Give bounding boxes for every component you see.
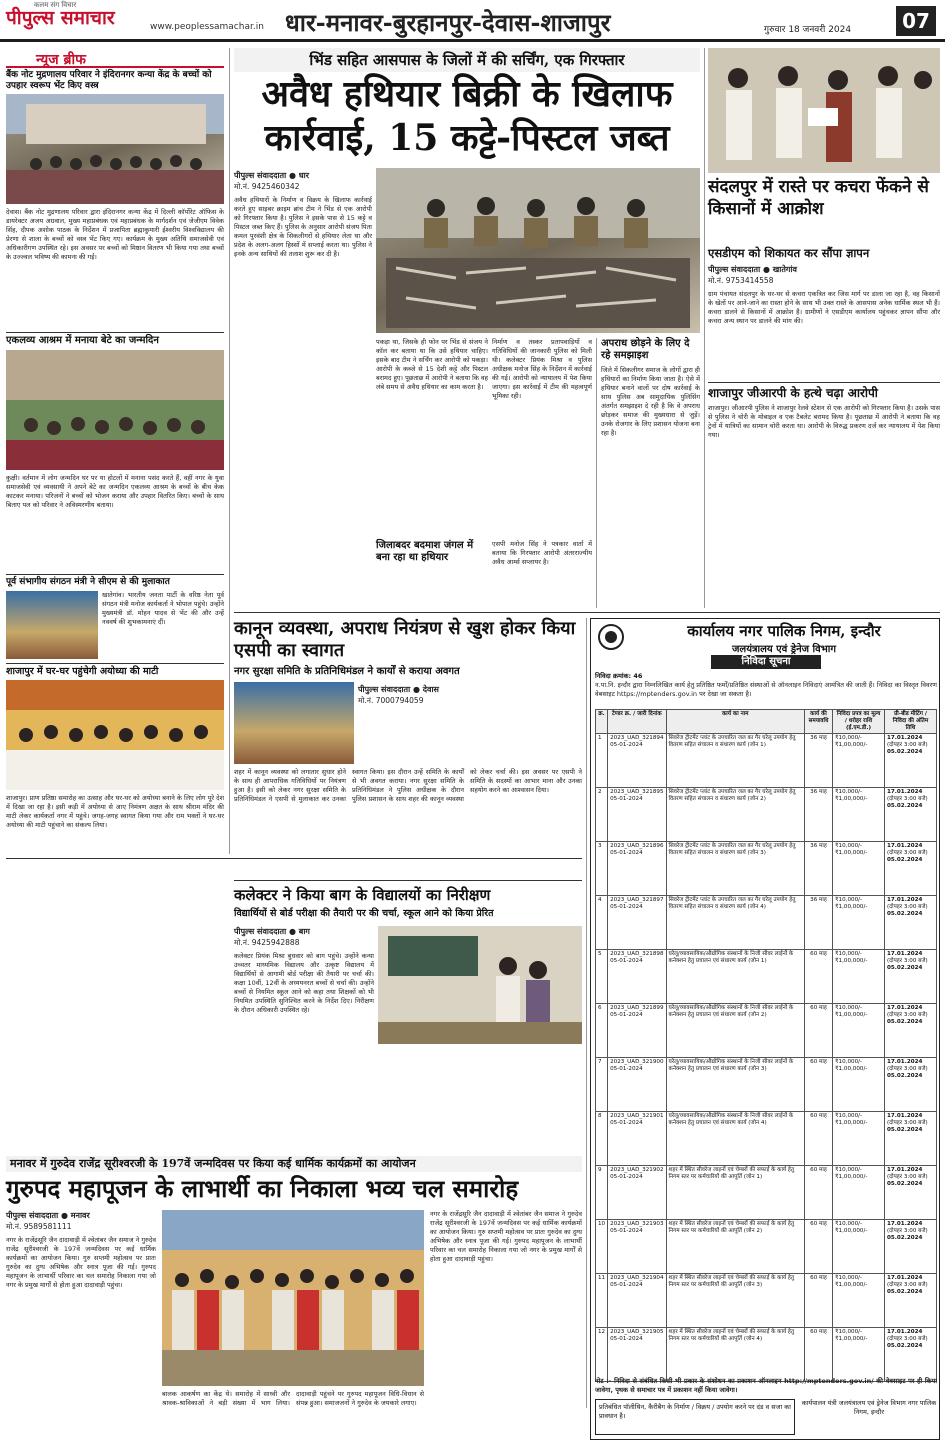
tender-last-date: 05.02.2024 [887, 803, 923, 809]
tender-row [596, 842, 937, 896]
tender-row-no: 2 [596, 788, 608, 842]
tender-fee: ₹10,000/- [835, 1113, 863, 1119]
collector-phone-text: मो.नं. 9425942888 [234, 938, 300, 947]
tender-notice [590, 618, 940, 1440]
bottom-photo [162, 1210, 424, 1386]
right-sub2-body: शाजापुर। जीआरपी पुलिस ने शाजापुर रेलवे स्टेशन से एक आरोपी को गिरफ्तार किया है। उसके पास से पुलिस ने चोरी के मोबाइल व एक टैबलेट बरामद किया है। पूछताछ में आरोपी ने बताया कि वह ट्रेनों में यात्रियों का सामान चोरी करता था। आरोपी के विरुद्ध प्रकरण दर्ज कर न्यायालय में पेश किया गया। [708, 404, 940, 439]
tender-row-fee [833, 1112, 885, 1166]
tender-time-note: (दोपहर 3:00 बजे) [887, 1174, 928, 1180]
tender-row-period: 60 माह [805, 1220, 833, 1274]
tender-last-date: 05.02.2024 [887, 1289, 923, 1295]
tender-row-fee [833, 1166, 885, 1220]
tender-prebid-date: 17.01.2024 [887, 735, 923, 741]
tender-id[interactable]: 2023_UAD_321903 [610, 1221, 664, 1227]
tender-row-dates [885, 1274, 937, 1328]
tender-row-fee [833, 896, 885, 950]
tender-table [595, 709, 937, 1382]
lead-kicker: भिंड सहित आसपास के जिलों में की सर्चिंग, एक गिरफ्तार [234, 48, 700, 72]
tender-fee: ₹10,000/- [835, 1275, 863, 1281]
tender-date: 05-01-2024 [610, 1066, 643, 1072]
procession-photo-icon [162, 1210, 424, 1386]
tender-row-id [608, 896, 666, 950]
tender-row-dates [885, 896, 937, 950]
sp-byline-name: पीपुल्स संवाददाता [358, 685, 411, 694]
newspaper-logo [6, 1, 115, 30]
tender-row-no: 7 [596, 1058, 608, 1112]
tender-row-period: 60 माह [805, 1058, 833, 1112]
tender-time-note: (दोपहर 3:00 बजे) [887, 796, 928, 802]
tender-date: 05-01-2024 [610, 850, 643, 856]
memorandum-photo-icon [708, 48, 940, 173]
sp-story [234, 618, 582, 878]
tender-last-date: 05.02.2024 [887, 1343, 923, 1349]
tender-row [596, 950, 937, 1004]
tender-time-note: (दोपहर 3:00 बजे) [887, 850, 928, 856]
th-period: कार्य की समयावधि [805, 710, 833, 734]
tender-emd: ₹1,00,000/- [835, 904, 868, 910]
news-brief-header [6, 48, 224, 68]
bottom-phone [6, 1222, 156, 1232]
tender-date: 05-01-2024 [610, 796, 643, 802]
tender-prebid-date: 17.01.2024 [887, 897, 923, 903]
tender-time-note: (दोपहर 3:00 बजे) [887, 742, 928, 748]
tender-row [596, 734, 937, 788]
collector-headline: कलेक्टर ने किया बाग के विद्यालयों का निरीक्षण [234, 886, 491, 904]
tender-row-id [608, 950, 666, 1004]
tender-row-period: 60 माह [805, 950, 833, 1004]
lead-sub2-body: जिले में सिकलीगर समाज के लोगों द्वारा ही हथियारों का निर्माण किया जाता है। ऐसे में हथियार बनाने वालों पर दोष कार्रवाई के साथ पुलिस अब सामुदायिक पुलिसिंग अंतर्गत समझाइश दे रही है कि वे अपराध छोड़कर समाज की मुख्यधारा से जुड़ें। उनके रोजगार के लिए प्रशासन योजना बना रहा है। [601, 366, 700, 437]
tender-id[interactable]: 2023_UAD_321898 [610, 951, 664, 957]
collector-byline-place: बाग [298, 927, 310, 936]
bottom-kicker: मनावर में गुरुदेव राजेंद्र सूरीश्वरजी के 197वें जन्मदिवस पर किया कई धार्मिक कार्यक्रमों का आयोजन [6, 1156, 582, 1172]
children-photo-icon [6, 350, 224, 470]
tender-row-id [608, 1274, 666, 1328]
notice-title: कार्यालय नगर पालिक निगम, इन्दौर [687, 622, 881, 640]
bottom-byline-place: मनावर [70, 1211, 90, 1220]
collector-byline-name: पीपुल्स संवाददाता [234, 927, 287, 936]
tender-row-period: 60 माह [805, 1274, 833, 1328]
lead-phone-text: मो.नं. 9425460342 [234, 182, 300, 191]
tender-id[interactable]: 2023_UAD_321897 [610, 897, 664, 903]
right-headline: संदलपुर में रास्ते पर कचरा फेंकने से किसानों में आक्रोश [708, 177, 929, 219]
tender-row-work: सिवरेज ट्रीटमेंट प्लांट के उपचारित जल का गैर घरेलू उपयोग हेतु वितरण सहित संचालन व संधारण कार्य (जोन 3) [666, 842, 804, 896]
tender-row-id [608, 1220, 666, 1274]
news-brief-column [6, 48, 224, 853]
tender-id[interactable]: 2023_UAD_321904 [610, 1275, 664, 1281]
tender-row-id [608, 1328, 666, 1382]
tender-row-no: 6 [596, 1004, 608, 1058]
bottom-headline: गुरुपद महापूजन के लाभार्थी का निकाला भव्य चल समारोह [6, 1174, 519, 1203]
tender-prebid-date: 17.01.2024 [887, 951, 923, 957]
tender-row-work: शहर में स्थित सीवरेज लाइनों एवं चेम्बरों की सफाई के कार्य हेतु निगम स्तर पर कर्मचारियों की आपूर्ति (जोन 4) [666, 1328, 804, 1382]
tender-fee: ₹10,000/- [835, 735, 863, 741]
bottom-body3: नगर के राजेंद्रसूरि जैन दादावाड़ी में श्वेतांबर जैन समाज ने गुरुदेव राजेंद्र सूरीश्वरजी के 197वें जन्मदिवस पर कई धार्मिक कार्यक्रमों का आयोजन किया। गुरु सप्तमी महोत्सव पर प्रातः गुरुदेव का दुग्ध अभिषेक और स्नात्र पूजा की गई। गुरुपद महापूजन के लाभार्थी परिवार का चल समारोह निकाला गया जो नगर के प्रमुख मार्गों से होता हुआ दादावाड़ी पहुंचा। [430, 1210, 582, 1263]
lead-phone [234, 182, 374, 192]
tender-row-fee [833, 788, 885, 842]
tender-fee: ₹10,000/- [835, 843, 863, 849]
tender-row-period: 60 माह [805, 1112, 833, 1166]
tender-row-fee [833, 842, 885, 896]
tender-row-no: 3 [596, 842, 608, 896]
bottom-byline-name: पीपुल्स संवाददाता [6, 1211, 59, 1220]
tender-row-no: 12 [596, 1328, 608, 1382]
tender-emd: ₹1,00,000/- [835, 742, 868, 748]
right-byline-name: पीपुल्स संवाददाता [708, 265, 761, 274]
th-work: कार्य का नाम [666, 710, 804, 734]
lead-byline: पीपुल्स संवाददाता ● धार [234, 171, 310, 180]
notice-number: निविदा क्रमांक: 46 [595, 672, 643, 680]
tender-emd: ₹1,00,000/- [835, 850, 868, 856]
brief2-photo [6, 350, 224, 470]
tender-row-dates [885, 1004, 937, 1058]
right-phone-text: मो.नं. 9753414558 [708, 276, 774, 285]
bottom-byline: पीपुल्स संवाददाता ● मनावर [6, 1211, 90, 1220]
tender-row-period: 60 माह [805, 1004, 833, 1058]
tender-rows [596, 734, 937, 1382]
tender-time-note: (दोपहर 3:00 बजे) [887, 1012, 928, 1018]
tender-row [596, 1112, 937, 1166]
tender-row-dates [885, 734, 937, 788]
tender-date: 05-01-2024 [610, 1228, 643, 1234]
tender-date: 05-01-2024 [610, 1120, 643, 1126]
group-photo-icon [6, 94, 224, 204]
logo-text: पीपुल्स समाचार [6, 7, 115, 29]
tender-row-id [608, 1112, 666, 1166]
right-phone [708, 276, 828, 286]
tender-id[interactable]: 2023_UAD_321899 [610, 1005, 664, 1011]
brief1-title: बैंक नोट मुद्रणालय परिवार ने इंदिरानगर कन्या केंद्र के बच्चों को उपहार स्वरूप भेंट किए वस्त्र [6, 70, 212, 91]
tender-row-work: घरेलू/व्यावसायिक/औद्योगिक संस्थानों के निजी सीवर लाईनों के कनेक्शन हेतु प्रचालन एवं संधारण कार्य (जोन 1) [666, 950, 804, 1004]
tender-emd: ₹1,00,000/- [835, 1336, 868, 1342]
brief2-body: कुक्षी। वर्तमान में लोग जन्मदिन घर पर या होटलों में मनाना पसंद करते हैं, वहीं नगर के युवा समाजसेवी एवं व्यवसायी ने अपने बेटे का जन्मदिन एकलव्य आश्रम के बच्चों के बीच केक काटकर मनाया। परिजनों ने बच्चों को भोजन कराया और उपहार वितरित किए। बच्चों के साथ बिताए पल को परिवार ने अविस्मरणीय बताया। [6, 474, 224, 509]
notice-label: निविदा सूचना [711, 655, 821, 669]
tender-row-dates [885, 1166, 937, 1220]
tender-row [596, 788, 937, 842]
brief3-title: पूर्व संभागीय संगठन मंत्री ने सीएम से की मुलाकात [6, 577, 170, 587]
tender-last-date: 05.02.2024 [887, 1127, 923, 1133]
tender-row-id [608, 1166, 666, 1220]
tender-emd: ₹1,00,000/- [835, 958, 868, 964]
lead-body3: निर्माण व तस्कर प्रतापवाड़ियों व गतिविधियों की जानकारी पुलिस को मिली थी। कलेक्टर प्रियंक मिश्रा व पुलिस अधीक्षक मनोज सिंह के निर्देशन में कार्रवाई की गई। आरोपी को न्यायालय में पेश किया जाएगा। इस कार्रवाई में टीम की महत्वपूर्ण भूमिका रही। [492, 338, 592, 400]
tender-prebid-date: 17.01.2024 [887, 1275, 923, 1281]
tender-row [596, 1166, 937, 1220]
tender-row-no: 9 [596, 1166, 608, 1220]
tender-row-period: 36 माह [805, 842, 833, 896]
tender-prebid-date: 17.01.2024 [887, 1221, 923, 1227]
tender-date: 05-01-2024 [610, 904, 643, 910]
tender-row-dates [885, 1328, 937, 1382]
tender-row-fee [833, 950, 885, 1004]
th-tender: टेण्डर क्र. / जारी दिनांक [608, 710, 666, 734]
tender-row [596, 1274, 937, 1328]
tender-time-note: (दोपहर 3:00 बजे) [887, 1120, 928, 1126]
brief4-body: शाजापुर। प्राण प्रतिष्ठा समारोह का उत्साह और घर-घर को अयोध्या बनाने के लिए लोग पूरे देश में दिखा जा रहा है। इसी कड़ी में अयोध्या से आए निमंत्रण अक्षत के साथ श्रीराम मंदिर की माटी लेकर कार्यकर्ता नगर में पहुंचे। जगह-जगह स्वागत किया गया और राम भक्तों ने घर-घर अयोध्या की माटी पहुंचाने का संकल्प लिया। [6, 794, 224, 829]
edition-cities: धार-मनावर-बुरहानपुर-देवास-शाजापुर [285, 8, 611, 37]
tender-fee: ₹10,000/- [835, 789, 863, 795]
page-number: 07 [896, 6, 936, 36]
lead-sidebar [596, 338, 700, 608]
tender-row-period: 60 माह [805, 1328, 833, 1382]
brief4-title: शाजापुर में घर-घर पहुंचेगी अयोध्या की माटी [6, 666, 159, 677]
tender-date: 05-01-2024 [610, 1282, 643, 1288]
tender-time-note: (दोपहर 3:00 बजे) [887, 1336, 928, 1342]
brief3-photo [6, 591, 98, 659]
tender-row-no: 1 [596, 734, 608, 788]
tender-prebid-date: 17.01.2024 [887, 1113, 923, 1119]
brief1-photo [6, 94, 224, 204]
tender-fee: ₹10,000/- [835, 1167, 863, 1173]
tender-last-date: 05.02.2024 [887, 1235, 923, 1241]
tender-row [596, 896, 937, 950]
lead-sub1-body: एसपी मनोज सिंह ने पत्रकार वार्ता में बताया कि गिरफ्तार आरोपी अंतरराज्यीय अवैध आर्म्स सप्लायर है। [492, 540, 592, 566]
tender-row-id [608, 788, 666, 842]
tender-row [596, 1058, 937, 1112]
collector-byline: पीपुल्स संवाददाता ● बाग [234, 927, 310, 936]
tender-last-date: 05.02.2024 [887, 1181, 923, 1187]
tender-row-fee [833, 1058, 885, 1112]
tender-row-no: 10 [596, 1220, 608, 1274]
tender-fee: ₹10,000/- [835, 1329, 863, 1335]
issue-date: गुरुवार 18 जनवरी 2024 [764, 25, 852, 35]
lead-byline-place: धार [298, 171, 310, 180]
tender-row-dates [885, 950, 937, 1004]
tender-row-dates [885, 1058, 937, 1112]
sp-phone [358, 696, 478, 706]
tender-emd: ₹1,00,000/- [835, 1120, 868, 1126]
lead-body1: अवैध हथियारों के निर्माण व विक्रय के खिलाफ कार्रवाई करते हुए साइबर क्राइम ब्रांच टीम ने भिंड से एक आरोपी को गिरफ्तार किया है। पुलिस ने इसके पास से 15 कट्टे व पिस्टल जब्त किए हैं। पुलिस के अनुसार आरोपी संजय पिता कमल पुरवंशी क्षेत्र के सिकलीगरों से हथियार लेता था और प्रदेश के अलग-अलग हिस्सों में सप्लाई करता था। पुलिस ने इनके अन्य साथियों की तलाश शुरू कर दी है। [234, 196, 372, 258]
tender-row-dates [885, 1220, 937, 1274]
tender-time-note: (दोपहर 3:00 बजे) [887, 958, 928, 964]
tender-row-no: 5 [596, 950, 608, 1004]
collector-story [234, 886, 582, 1152]
tender-row-work: सिवरेज ट्रीटमेंट प्लांट के उपचारित जल का गैर घरेलू उपयोग हेतु वितरण सहित संचालन व संधारण कार्य (जोन 4) [666, 896, 804, 950]
lead-photo-police [376, 168, 700, 333]
police-seized-weapons-photo-icon [376, 168, 700, 333]
tender-row-work: घरेलू/व्यावसायिक/औद्योगिक संस्थानों के निजी सीवर लाईनों के कनेक्शन हेतु प्रचालन एवं संधारण कार्य (जोन 3) [666, 1058, 804, 1112]
tender-id[interactable]: 2023_UAD_321901 [610, 1113, 664, 1119]
tender-row [596, 1328, 937, 1382]
tender-row-fee [833, 734, 885, 788]
tender-date: 05-01-2024 [610, 1012, 643, 1018]
sp-sub: नगर सुरक्षा समिति के प्रतिनिधिमंडल ने कार्यों से कराया अवगत [234, 666, 460, 677]
tender-fee: ₹10,000/- [835, 1005, 863, 1011]
tender-row-dates [885, 1112, 937, 1166]
tender-fee: ₹10,000/- [835, 1221, 863, 1227]
tender-emd: ₹1,00,000/- [835, 1174, 868, 1180]
lead-headline: अवैध हथियार बिक्री के खिलाफ कार्रवाई, 15 कट्टे-पिस्टल जब्त [261, 73, 673, 159]
sp-byline-place: देवास [422, 685, 439, 694]
tender-row-work: घरेलू/व्यावसायिक/औद्योगिक संस्थानों के निजी सीवर लाईनों के कनेक्शन हेतु प्रचालन एवं संधारण कार्य (जोन 4) [666, 1112, 804, 1166]
sp-byline: पीपुल्स संवाददाता ● देवास [358, 685, 439, 694]
tender-row-period: 36 माह [805, 896, 833, 950]
tender-fee: ₹10,000/- [835, 1059, 863, 1065]
municipal-emblem-icon [597, 623, 625, 651]
right-photo [708, 48, 940, 173]
tender-prebid-date: 17.01.2024 [887, 1329, 923, 1335]
th-dates: प्री-बीड मीटिंग / निविदा की अंतिम तिथि [885, 710, 937, 734]
tender-row-work: घरेलू/व्यावसायिक/औद्योगिक संस्थानों के निजी सीवर लाईनों के कनेक्शन हेतु प्रचालन एवं संधारण कार्य (जोन 2) [666, 1004, 804, 1058]
collector-sub: विद्यार्थियों से बोर्ड परीक्षा की तैयारी पर की चर्चा, स्कूल आने को किया प्रेरित [234, 908, 494, 919]
ayodhya-rally-photo-icon [6, 680, 224, 790]
tender-row [596, 1004, 937, 1058]
lead-byline-name: पीपुल्स संवाददाता [234, 171, 287, 180]
tender-emd: ₹1,00,000/- [835, 1282, 868, 1288]
tender-row [596, 1220, 937, 1274]
tender-prebid-date: 17.01.2024 [887, 843, 923, 849]
classroom-photo-icon [378, 926, 582, 1044]
notice-slogan: प्रतिबंधित पॉलीथिन, कैरीबैग के निर्माण / विक्रय / उपयोग करने पर दंड व सजा का प्रावधान है। [595, 1399, 795, 1435]
notice-signatory: कार्यपालन यंत्री जलयंत्रालय एवं ड्रेनेज विभाग नगर पालिक निगम, इन्दौर [801, 1399, 937, 1416]
tender-fee: ₹10,000/- [835, 897, 863, 903]
tender-emd: ₹1,00,000/- [835, 796, 868, 802]
tender-row-work: सिवरेज ट्रीटमेंट प्लांट के उपचारित जल का गैर घरेलू उपयोग हेतु वितरण सहित संचालन व संधारण कार्य (जोन 2) [666, 788, 804, 842]
tender-date: 05-01-2024 [610, 958, 643, 964]
tender-emd: ₹1,00,000/- [835, 1012, 868, 1018]
bottom-body2: बालक आकर्षण का केंद्र थे। समारोह में साध्वी और श्रावक-श्राविकाओं ने बड़ी संख्या में भाग लिया। दादावाड़ी पहुंचने पर गुरुपद महापूजन विधि-विधान से संपन्न हुआ। समाजजनों ने गुरुदेव के जयकारे लगाए। [162, 1390, 424, 1407]
collector-phone [234, 938, 374, 948]
brief1-body: देवास। बैंक नोट मुद्रणालय परिवार द्वारा इंदिरानगर कन्या केंद्र में दिल्ली कॉर्पोरेट ऑफिस के डायरेक्टर अजय अग्रवाल, मुख्य महाप्रबंधक एवं महाप्रबंधक के मार्गदर्शन एवं जेजीएम विवेक सिंह, दीपक अशोक पाठक के निर्देशन में प्रजापिता ब्रह्माकुमारी ईश्वरीय विश्वविद्यालय की प्रेरणा से शाला के बच्चों को वस्त्र भेंट किए गए। कार्यक्रम के मुख्य अतिथि समाजसेवी एवं अधिकारीगण उपस्थित रहे। इस अवसर पर बच्चों को मिष्ठान वितरण भी किया गया तथा बच्चों के उज्ज्वल भविष्य की कामना की गई। [6, 208, 224, 261]
tender-row-dates [885, 842, 937, 896]
tender-row-no: 4 [596, 896, 608, 950]
bottom-story [6, 1156, 582, 1442]
notice-dept: जलयंत्रालय एवं ड्रेनेज विभाग [732, 644, 836, 655]
sp-photo [234, 682, 354, 764]
tender-last-date: 05.02.2024 [887, 857, 923, 863]
tender-id[interactable]: 2023_UAD_321894 [610, 735, 664, 741]
tender-row-period: 36 माह [805, 734, 833, 788]
tender-id[interactable]: 2023_UAD_321900 [610, 1059, 664, 1065]
website-url[interactable]: www.peoplessamachar.in [150, 22, 264, 32]
notice-footer-note: नोट :- निविदा से संबंधित किसी भी प्रकार के संशोधन का प्रकाशन ऑनलाइन http://mptenders.gov.in/ की वेबसाइट पर ही किया जावेगा, पृथक से समाचार पत्र में प्रकाशन नहीं किया जावेगा। [595, 1377, 937, 1394]
masthead [0, 0, 945, 42]
tender-row-work: शहर में स्थित सीवरेज लाइनों एवं चेम्बरों की सफाई के कार्य हेतु निगम स्तर पर कर्मचारियों की आपूर्ति (जोन 2) [666, 1220, 804, 1274]
right-byline: पीपुल्स संवाददाता ● खातेगांव [708, 265, 797, 274]
tender-row-work: शहर में स्थित सीवरेज लाइनों एवं चेम्बरों की सफाई के कार्य हेतु निगम स्तर पर कर्मचारियों की आपूर्ति (जोन 3) [666, 1274, 804, 1328]
notice-intro: न.पा.नि. इन्दौर द्वारा निम्नलिखित कार्य हेतु प्रतिष्ठित फर्मों/प्रतिष्ठित संस्थाओं से ऑनलाइन निविदाएं आमंत्रित की जाती हैं। निविदा का विस्तृत विवरण वेबसाइट https://mptenders.gov.in पर देखा जा सकता है। [595, 681, 937, 698]
lead-story [234, 48, 700, 608]
tender-prebid-date: 17.01.2024 [887, 1059, 923, 1065]
tender-time-note: (दोपहर 3:00 बजे) [887, 1282, 928, 1288]
tender-last-date: 05.02.2024 [887, 1073, 923, 1079]
tender-row-fee [833, 1328, 885, 1382]
tender-row-work: सिवरेज ट्रीटमेंट प्लांट के उपचारित जल का गैर घरेलू उपयोग हेतु वितरण सहित संचालन व संधारण कार्य (जोन 1) [666, 734, 804, 788]
right-story [708, 48, 940, 608]
tender-row-period: 60 माह [805, 1166, 833, 1220]
tender-id[interactable]: 2023_UAD_321905 [610, 1329, 664, 1335]
sp-phone-text: मो.नं. 7000794059 [358, 696, 424, 705]
right-sub2-title: शाजापुर जीआरपी के हत्थे चढ़ा आरोपी [708, 386, 878, 400]
tender-last-date: 05.02.2024 [887, 911, 923, 917]
tender-time-note: (दोपहर 3:00 बजे) [887, 904, 928, 910]
tender-time-note: (दोपहर 3:00 बजे) [887, 1228, 928, 1234]
tender-fee: ₹10,000/- [835, 951, 863, 957]
tender-row-period: 36 माह [805, 788, 833, 842]
tender-row-fee [833, 1274, 885, 1328]
brief4-photo [6, 680, 224, 790]
tender-date: 05-01-2024 [610, 742, 643, 748]
tender-id[interactable]: 2023_UAD_321895 [610, 789, 664, 795]
lead-body2: पकड़ा था, जिसके ही फोन पर भिंड से संजय ने कॉल कर बताया था कि उसे हथियार चाहिए। इसके बाद टीम ने सर्चिंग कर आरोपी को पकड़ा। आरोपी के कब्जे से 15 देशी कट्टे और पिस्टल बरामद हुए। पूछताछ में आरोपी ने बताया कि वह लंबे समय से अवैध हथियार का काम करता है। [376, 338, 488, 391]
bottom-phone-text: मो.नं. 9589581111 [6, 1222, 72, 1231]
tender-emd: ₹1,00,000/- [835, 1066, 868, 1072]
tender-last-date: 05.02.2024 [887, 749, 923, 755]
lead-sub2-title: अपराध छोड़ने के लिए दे रहे समझाइश [601, 338, 690, 361]
tender-prebid-date: 17.01.2024 [887, 789, 923, 795]
sp-headline: कानून व्यवस्था, अपराध नियंत्रण से खुश होकर किया एसपी का स्वागत [234, 618, 576, 661]
tender-date: 05-01-2024 [610, 1336, 643, 1342]
news-brief-label: न्यूज ब्रीफ [36, 52, 86, 68]
th-no: क्र. [596, 710, 608, 734]
sp-body: शहर में कानून व्यवस्था को लगातार सुधार होने के साथ ही आपराधिक गतिविधियों पर नियंत्रण हुआ है। इसी को लेकर नगर सुरक्षा समिति के प्रतिनिधिमंडल ने एसपी से मुलाकात कर उनका स्वागत किया। इस दौरान उन्हें समिति के कार्यों से भी अवगत कराया। नगर सुरक्षा समिति के प्रतिनिधिमंडल ने पुलिस अधीक्षक के दौरान पुलिस प्रशासन के साथ शहर की कानून व्यवस्था को लेकर चर्चा की। इस अवसर पर एसपी ने समिति के सदस्यों का आभार माना और उनका सहयोग करने का आश्वासन दिया। [234, 768, 582, 803]
tender-last-date: 05.02.2024 [887, 965, 923, 971]
tender-row-id [608, 842, 666, 896]
collector-photo [378, 926, 582, 1044]
th-fee: निविदा प्रपत्र का मूल्य / धरोहर राशि (ई.एम.डी.) [833, 710, 885, 734]
lead-sub1-title: जिलाबदर बदमाश जंगल में बना रहा था हथियार [376, 540, 474, 563]
tender-last-date: 05.02.2024 [887, 1019, 923, 1025]
right-body: ग्राम पंचायत संदलपुर के घर-घर से कचरा एकत्रित कर जिस मार्ग पर डाला जा रहा है, वह किसानों के खेतों पर आने-जाने का रास्ता होने के साथ भी उक्त रास्ते के आसपास अनेक धार्मिक स्थल भी हैं। कचरा डालने से किसानों में आक्रोश है। ग्रामीणों ने एसडीएम कार्यालय पहुंचकर ज्ञापन सौंपा और कचरा अन्य स्थान पर डालने की मांग की। [708, 290, 940, 325]
brief3-body: खातेगांव। भारतीय जनता पार्टी के वरिष्ठ नेता पूर्व संगठन मंत्री मनोज कार्यकर्ता ने भोपाल पहुंचे। उन्होंने मुख्यमंत्री डॉ. मोहन यादव से भेंट की और उन्हें नववर्ष की शुभकामनाएं दीं। [102, 591, 224, 626]
tender-id[interactable]: 2023_UAD_321902 [610, 1167, 664, 1173]
bottom-body: नगर के राजेंद्रसूरि जैन दादावाड़ी में श्वेतांबर जैन समाज ने गुरुदेव राजेंद्र सूरीश्वरजी के 197वें जन्मदिवस पर कई धार्मिक कार्यक्रमों का आयोजन किया। गुरु सप्तमी महोत्सव पर प्रातः गुरुदेव का दुग्ध अभिषेक और स्नात्र पूजा की गई। गुरुपद महापूजन के लाभार्थी परिवार का चल समारोह निकाला गया जो नगर के प्रमुख मार्गों से होता हुआ दादावाड़ी पहुंचा। [6, 1236, 156, 1289]
brief2-title: एकलव्य आश्रम में मनाया बेटे का जन्मदिन [6, 335, 159, 346]
tender-row-fee [833, 1004, 885, 1058]
tender-row-id [608, 734, 666, 788]
tender-row-work: शहर में स्थित सीवरेज लाइनों एवं चेम्बरों की सफाई के कार्य हेतु निगम स्तर पर कर्मचारियों की आपूर्ति (जोन 1) [666, 1166, 804, 1220]
tender-row-id [608, 1004, 666, 1058]
tagline: कलम संग विचार [34, 1, 77, 9]
tender-id[interactable]: 2023_UAD_321896 [610, 843, 664, 849]
tender-emd: ₹1,00,000/- [835, 1228, 868, 1234]
right-sub: एसडीएम को शिकायत कर सौंपा ज्ञापन [708, 246, 870, 260]
tender-prebid-date: 17.01.2024 [887, 1005, 923, 1011]
tender-row-no: 8 [596, 1112, 608, 1166]
tender-time-note: (दोपहर 3:00 बजे) [887, 1066, 928, 1072]
tender-row-fee [833, 1220, 885, 1274]
right-byline-place: खातेगांव [772, 265, 797, 274]
tender-row-no: 11 [596, 1274, 608, 1328]
tender-date: 05-01-2024 [610, 1174, 643, 1180]
tender-row-id [608, 1058, 666, 1112]
tender-row-dates [885, 788, 937, 842]
collector-body: कलेक्टर प्रियंक मिश्रा बुधवार को बाग पहुंचे। उन्होंने कन्या उच्चतर माध्यमिक विद्यालय और उत्कृष्ट विद्यालय में विद्यार्थियों से आगामी बोर्ड परीक्षा की तैयारी पर चर्चा की। कक्षा 10वीं, 12वीं के अध्ययनरत बच्चों से चर्चा की। उन्होंने बच्चों से नियमित स्कूल आने को कहा तथा शिक्षकों को भी नियमित उपस्थिति सुनिश्चित करने के निर्देश दिए। निरीक्षण के दौरान अधिकारी उपस्थित रहे। [234, 952, 374, 1014]
tender-prebid-date: 17.01.2024 [887, 1167, 923, 1173]
